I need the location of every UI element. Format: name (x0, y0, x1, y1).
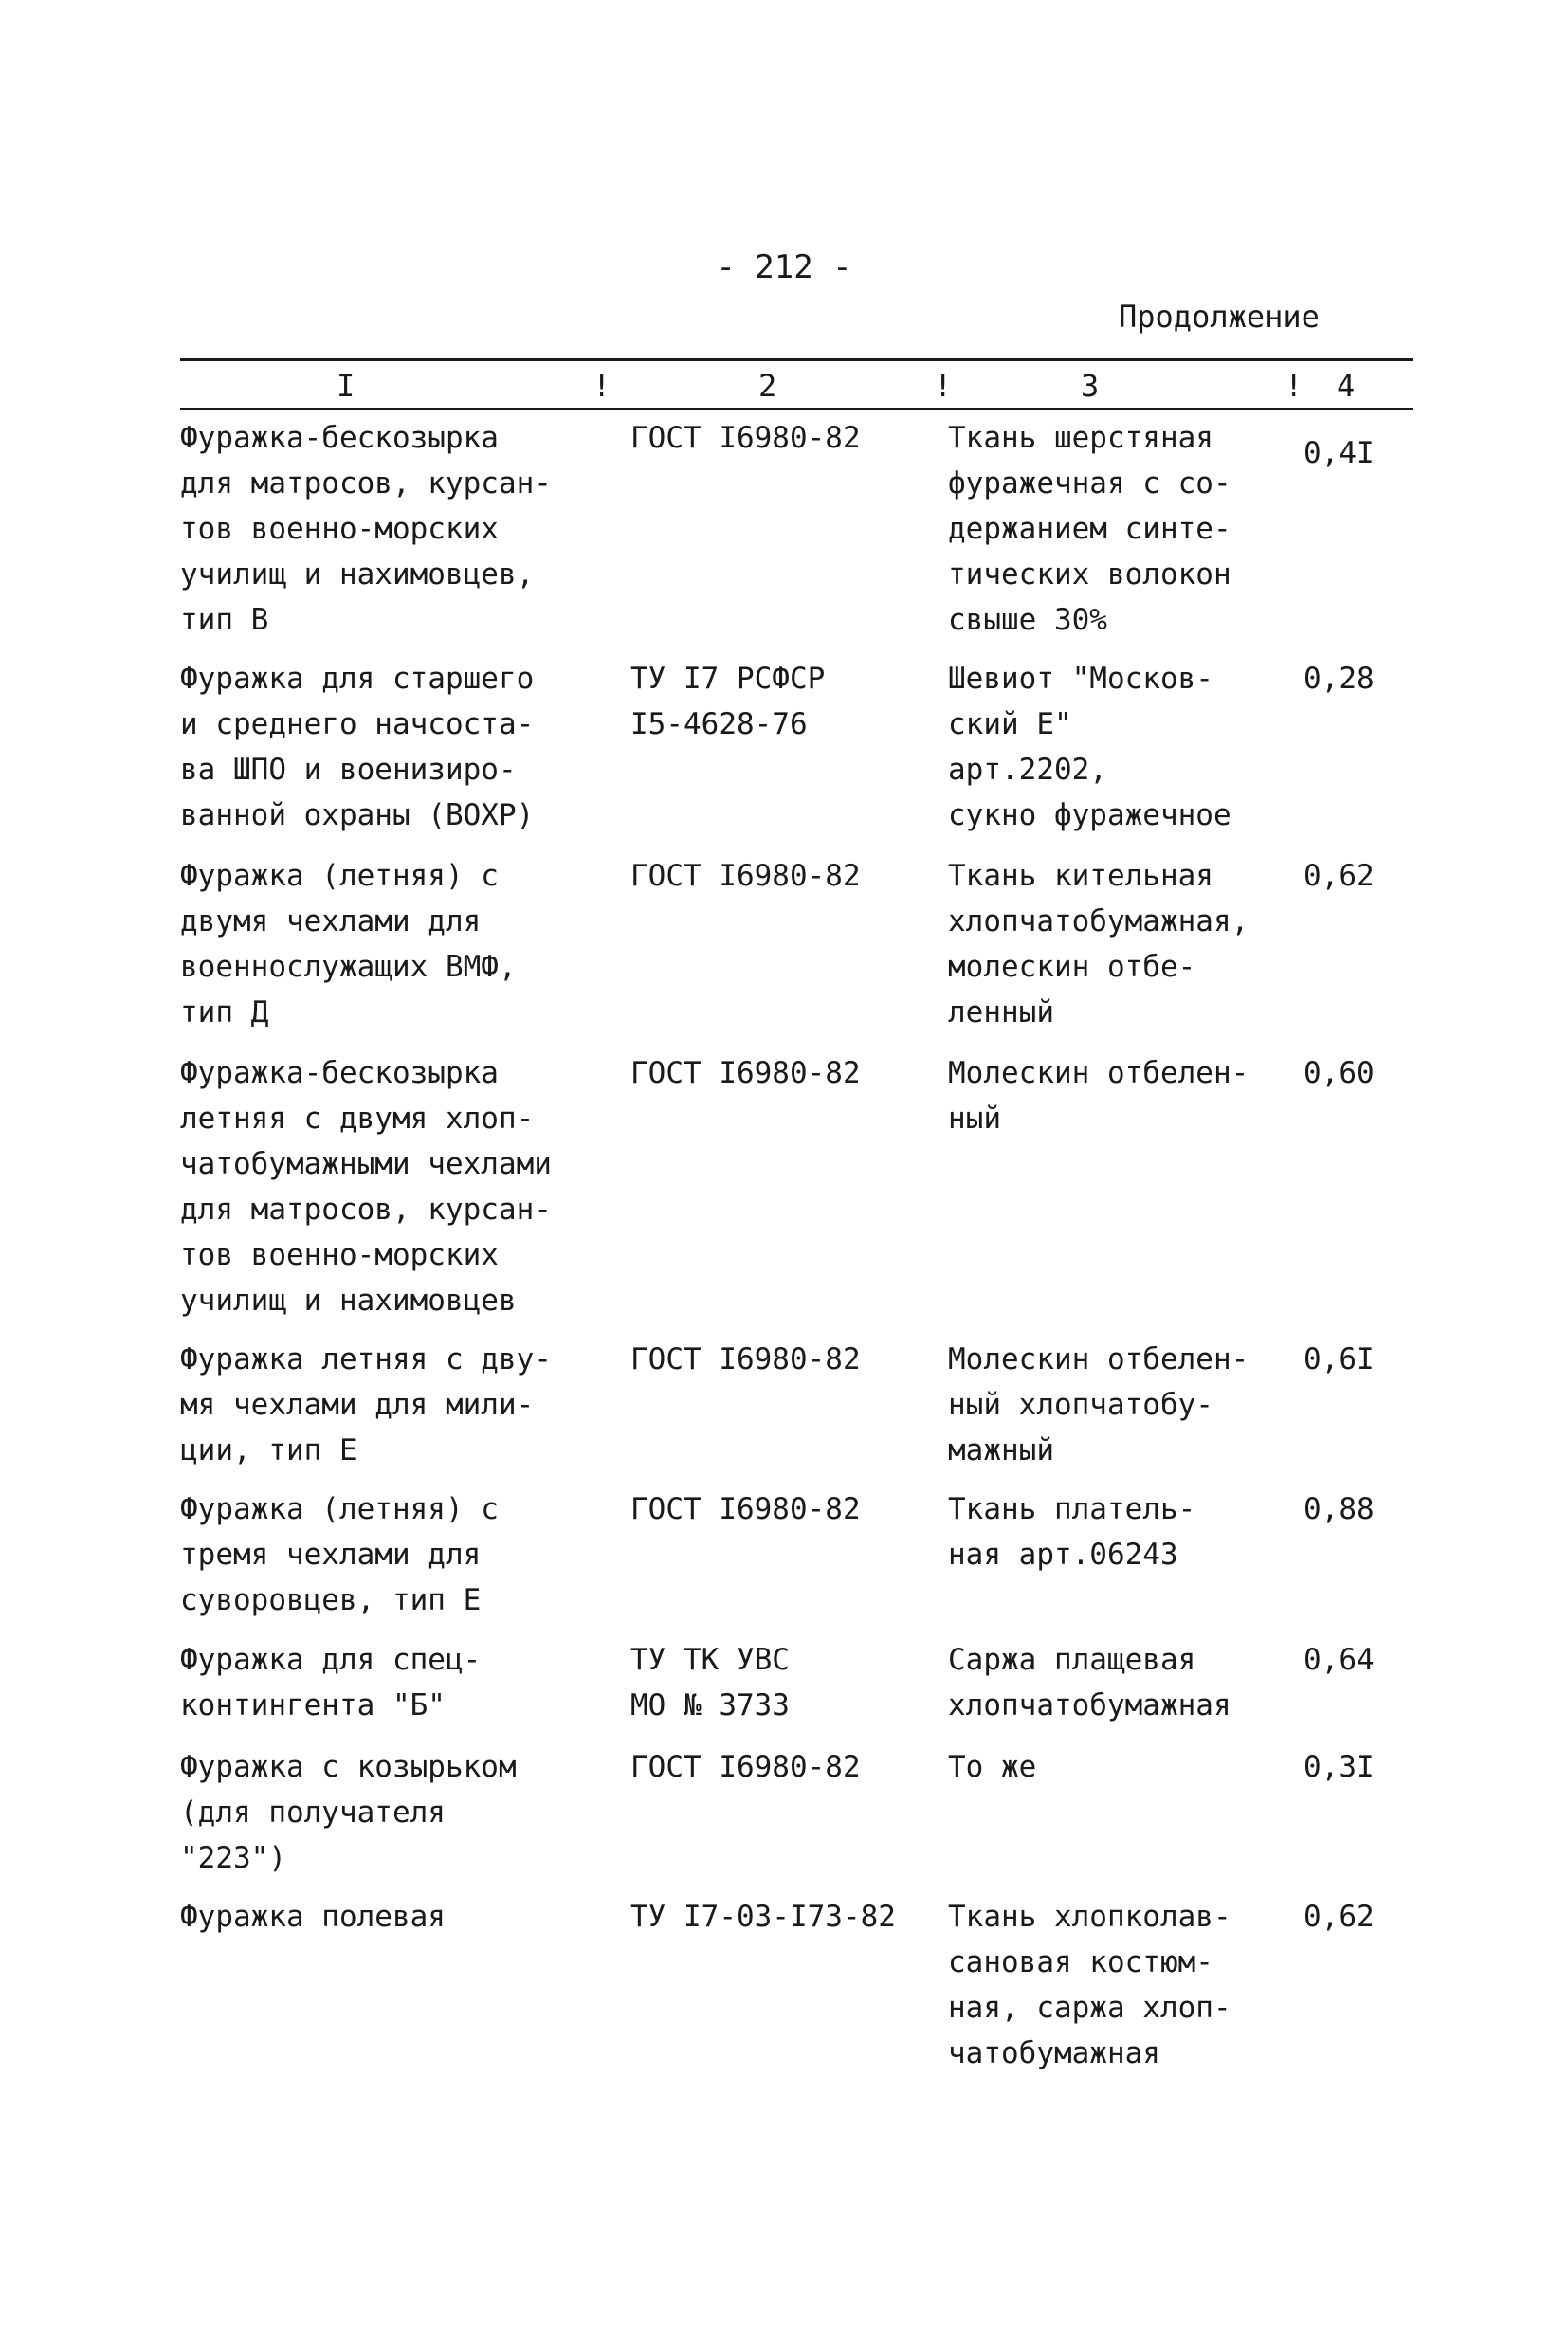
cell-standard: ГОСТ I6980-82 (630, 1056, 861, 1090)
cell-material: То же (948, 1750, 1037, 1784)
header-separator: ! (934, 368, 953, 404)
cell-material: Молескин отбелен- ный хлопчатобу- мажный (948, 1342, 1249, 1467)
cell-material: Ткань шерстяная фуражечная с со- держанием синте- тических волокон свыше 30% (948, 421, 1231, 637)
cell-value: 0,62 (1304, 859, 1375, 893)
cell-item: Фуражка (летняя) с тремя чехлами для суворовцев, тип Е (180, 1492, 499, 1617)
cell-value: 0,28 (1304, 662, 1375, 696)
cell-standard: ГОСТ I6980-82 (630, 1492, 861, 1526)
table-header (0, 364, 1568, 406)
cell-value: 0,62 (1304, 1900, 1375, 1934)
header-col-4: 4 (1337, 368, 1356, 404)
cell-value: 0,4I (1304, 436, 1375, 470)
cell-item: Фуражка для спец- контингента "Б" (180, 1643, 482, 1722)
continuation-label: Продолжение (1119, 299, 1320, 335)
cell-item: Фуражка для старшего и среднего начсоста- ва ШПО и военизиро- ванной охраны (ВОХР) (180, 662, 535, 832)
cell-value: 0,64 (1304, 1643, 1375, 1677)
cell-value: 0,6I (1304, 1342, 1375, 1376)
cell-material: Саржа плащевая хлопчатобумажная (948, 1643, 1231, 1722)
header-separator: ! (1285, 368, 1304, 404)
cell-item: Фуражка летняя с дву- мя чехлами для мили- ции, тип Е (180, 1342, 552, 1467)
cell-standard: ГОСТ I6980-82 (630, 421, 861, 455)
page-number: - 212 - (716, 248, 852, 286)
cell-standard: ТУ ТК УВС МО № 3733 (630, 1643, 790, 1722)
header-col-1: I (337, 368, 356, 404)
cell-value: 0,60 (1304, 1056, 1375, 1090)
cell-material: Ткань кительная хлопчатобумажная, молескин отбе- ленный (948, 859, 1249, 1030)
header-col-2: 2 (758, 368, 777, 404)
table-top-rule (180, 358, 1413, 361)
cell-standard: ГОСТ I6980-82 (630, 859, 861, 893)
cell-item: Фуражка-бескозырка летняя с двумя хлоп- чатобумажными чехлами для матросов, курсан- тов военно-морских училищ и нахимовцев (180, 1056, 552, 1318)
header-col-3: 3 (1081, 368, 1100, 404)
cell-value: 0,3I (1304, 1750, 1375, 1784)
cell-item: Фуражка с козырьком (для получателя "223") (180, 1750, 517, 1875)
cell-standard: ГОСТ I6980-82 (630, 1750, 861, 1784)
cell-material: Молескин отбелен- ный (948, 1056, 1249, 1136)
cell-value: 0,88 (1304, 1492, 1375, 1526)
header-separator: ! (593, 368, 611, 404)
cell-standard: ТУ I7 РСФСР I5-4628-76 (630, 662, 826, 741)
cell-material: Ткань платель- ная арт.06243 (948, 1492, 1196, 1572)
cell-item: Фуражка (летняя) с двумя чехлами для военнослужащих ВМФ, тип Д (180, 859, 517, 1030)
cell-standard: ТУ I7-03-I73-82 (630, 1900, 896, 1934)
cell-item: Фуражка-бескозырка для матросов, курсан- тов военно-морских училищ и нахимовцев, тип В (180, 421, 552, 637)
cell-material: Шевиот "Москов- ский Е" арт.2202, сукно фуражечное (948, 662, 1231, 832)
cell-standard: ГОСТ I6980-82 (630, 1342, 861, 1376)
table-header-rule (180, 408, 1413, 410)
cell-material: Ткань хлопколав- сановая костюм- ная, саржа хлоп- чатобумажная (948, 1900, 1231, 2070)
cell-item: Фуражка полевая (180, 1900, 446, 1934)
